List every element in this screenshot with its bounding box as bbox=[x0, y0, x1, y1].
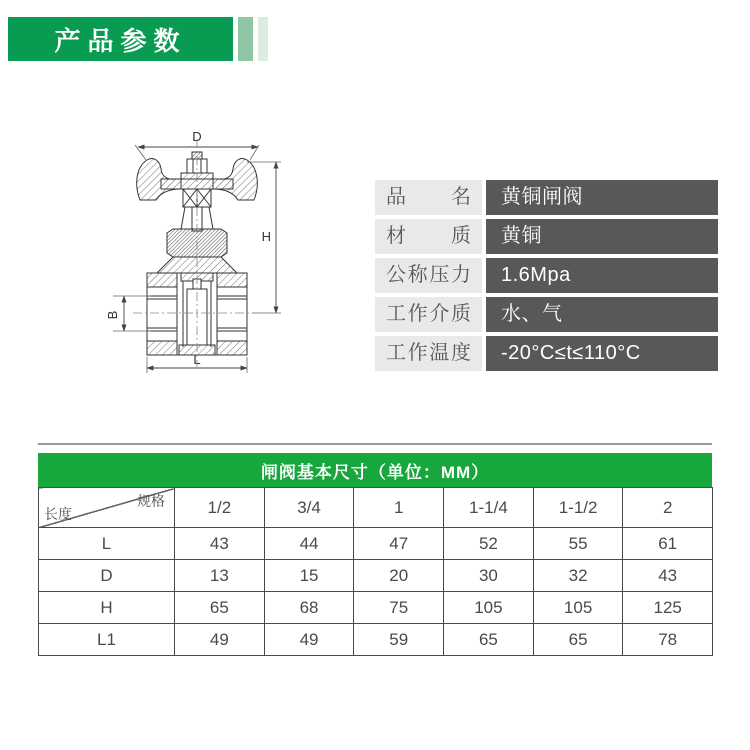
cell-D-5: 43 bbox=[623, 560, 713, 592]
dim-label-H: H bbox=[261, 229, 271, 244]
spec-value-medium: 水、气 bbox=[486, 297, 718, 332]
col-header-2: 2 bbox=[623, 488, 713, 528]
section-banner bbox=[8, 17, 233, 61]
cell-L-1: 44 bbox=[264, 528, 354, 560]
cell-L-4: 55 bbox=[533, 528, 623, 560]
spec-row-medium bbox=[375, 297, 718, 332]
size-table-title-text: 闸阀基本尺寸（单位：MM） bbox=[260, 462, 490, 482]
spec-value-pressure: 1.6Mpa bbox=[486, 258, 718, 293]
body-right-port bbox=[217, 273, 247, 355]
cell-D-2: 20 bbox=[354, 560, 444, 592]
banner-accent-stripe-medium bbox=[238, 17, 253, 61]
corner-row-axis-label: 长度 bbox=[44, 506, 72, 522]
banner-accent-stripe-light bbox=[258, 17, 268, 61]
row-label-D: D bbox=[39, 560, 175, 592]
cell-H-5: 125 bbox=[623, 592, 713, 624]
spec-row-name bbox=[375, 180, 718, 215]
cell-H-3: 105 bbox=[444, 592, 534, 624]
cell-H-1: 68 bbox=[264, 592, 354, 624]
cell-L-5: 61 bbox=[623, 528, 713, 560]
col-header-1-1-2: 1-1/2 bbox=[533, 488, 623, 528]
spec-value-temperature: -20°C≤t≤110°C bbox=[486, 336, 718, 371]
spec-row-material bbox=[375, 219, 718, 254]
size-table-section bbox=[38, 443, 712, 656]
col-header-1: 1 bbox=[354, 488, 444, 528]
spec-value-material: 黄铜 bbox=[486, 219, 718, 254]
cell-L1-2: 59 bbox=[354, 624, 444, 656]
size-table bbox=[38, 487, 713, 656]
spec-row-pressure bbox=[375, 258, 718, 293]
cell-H-4: 105 bbox=[533, 592, 623, 624]
cell-D-0: 13 bbox=[175, 560, 265, 592]
section-divider-rule bbox=[38, 443, 712, 445]
dimension-B bbox=[105, 296, 151, 331]
row-label-L1: L1 bbox=[39, 624, 175, 656]
spec-value-name: 黄铜闸阀 bbox=[486, 180, 718, 215]
size-row-L1 bbox=[39, 624, 713, 656]
spec-label-name: 品名 bbox=[375, 180, 482, 215]
dim-label-B: B bbox=[105, 310, 120, 320]
spec-row-temperature bbox=[375, 336, 718, 371]
dim-label-D: D bbox=[192, 129, 202, 144]
size-row-H bbox=[39, 592, 713, 624]
corner-col-axis-label: 规格 bbox=[137, 493, 165, 509]
spec-label-material: 材质 bbox=[375, 219, 482, 254]
size-row-L bbox=[39, 528, 713, 560]
cell-D-3: 30 bbox=[444, 560, 534, 592]
cell-L-2: 47 bbox=[354, 528, 444, 560]
col-header-1-2: 1/2 bbox=[175, 488, 265, 528]
cell-H-2: 75 bbox=[354, 592, 444, 624]
cell-D-1: 15 bbox=[264, 560, 354, 592]
spec-label-temperature: 工作温度 bbox=[375, 336, 482, 371]
spec-label-pressure: 公称压力 bbox=[375, 258, 482, 293]
size-row-D bbox=[39, 560, 713, 592]
cell-D-4: 32 bbox=[533, 560, 623, 592]
col-header-1-1-4: 1-1/4 bbox=[444, 488, 534, 528]
cell-L1-3: 65 bbox=[444, 624, 534, 656]
dim-label-L: L bbox=[193, 352, 201, 367]
cell-L1-4: 65 bbox=[533, 624, 623, 656]
size-table-title bbox=[38, 453, 712, 487]
spec-label-medium: 工作介质 bbox=[375, 297, 482, 332]
cell-L-3: 52 bbox=[444, 528, 534, 560]
row-label-L: L bbox=[39, 528, 175, 560]
body-left-port bbox=[147, 273, 177, 355]
spec-table bbox=[375, 180, 718, 375]
size-table-header-row bbox=[39, 488, 713, 528]
col-header-3-4: 3/4 bbox=[264, 488, 354, 528]
gate-valve-technical-drawing bbox=[97, 123, 307, 388]
cell-L1-5: 78 bbox=[623, 624, 713, 656]
cell-H-0: 65 bbox=[175, 592, 265, 624]
cell-L1-1: 49 bbox=[264, 624, 354, 656]
corner-cell bbox=[39, 488, 175, 528]
section-banner-title: 产品参数 bbox=[54, 25, 187, 56]
row-label-H: H bbox=[39, 592, 175, 624]
cell-L1-0: 49 bbox=[175, 624, 265, 656]
cell-L-0: 43 bbox=[175, 528, 265, 560]
